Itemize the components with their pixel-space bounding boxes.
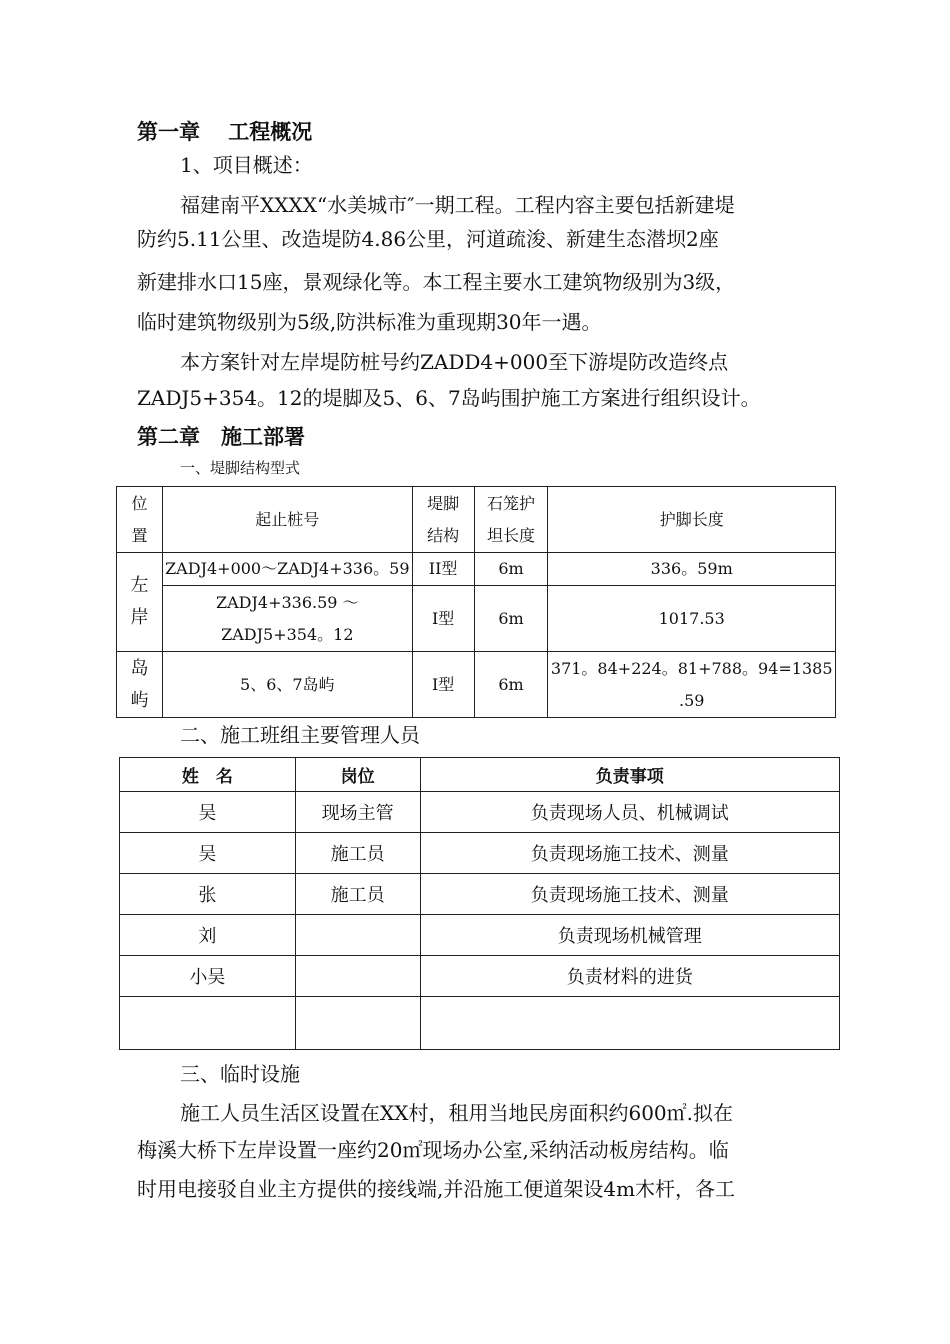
table-row <box>120 874 840 915</box>
header-responsibility: 负责事项 <box>420 758 839 792</box>
header-structure: 堤脚 结构 <box>412 487 474 553</box>
cell-name: 小吴 <box>120 956 296 997</box>
section1-heading: 一、堤脚结构型式 <box>180 459 301 477</box>
para3-line: 梅溪大桥下左岸设置一座约20㎡现场办公室,采纳活动板房结构。临 <box>137 1138 729 1162</box>
para3-line: 时用电接驳自业主方提供的接线端,并沿施工便道架设4m木杆，各工 <box>137 1177 736 1201</box>
para2-line: 本方案针对左岸堤防桩号约ZADD4+000至下游堤防改造终点 <box>180 350 729 374</box>
para1-line: 防约5.11公里、改造堤防4.86公里，河道疏浚、新建生态潜坝2座 <box>137 227 719 251</box>
para3-line: 施工人员生活区设置在XX村，租用当地民房面积约600㎡.拟在 <box>180 1101 734 1125</box>
chapter1-subhead: 1、项目概述： <box>180 153 313 177</box>
cell-name: 张 <box>120 874 296 915</box>
cell-type: II型 <box>412 553 474 586</box>
cell-length: 6m <box>474 652 548 718</box>
cell-foot: 336。59m <box>548 553 836 586</box>
header-name: 姓 名 <box>120 758 296 792</box>
para1-line: 新建排水口15座，景观绿化等。本工程主要水工建筑物级别为3级， <box>137 270 736 294</box>
table-row <box>120 956 840 997</box>
cell-range: ZADJ4+336.59 ～ ZADJ5+354。12 <box>162 586 412 652</box>
cell-responsibility: 负责材料的进货 <box>420 956 839 997</box>
cell-name: 吴 <box>120 792 296 833</box>
cell-length: 6m <box>474 586 548 652</box>
cell-name <box>120 997 296 1050</box>
header-position: 岗位 <box>295 758 420 792</box>
header-gabion-length: 石笼护 坦长度 <box>474 487 548 553</box>
cell-foot: 371。84+224。81+788。94=1385 .59 <box>548 652 836 718</box>
header-foot-length: 护脚长度 <box>548 487 836 553</box>
cell-position: 施工员 <box>295 833 420 874</box>
table-row <box>120 997 840 1050</box>
cell-position <box>295 956 420 997</box>
header-range: 起止桩号 <box>162 487 412 553</box>
management-staff-table <box>119 757 840 1050</box>
table-row <box>120 833 840 874</box>
cell-name: 吴 <box>120 833 296 874</box>
table-header-row <box>120 758 840 792</box>
cell-range: ZADJ4+000～ZADJ4+336。59 <box>162 553 412 586</box>
cell-responsibility: 负责现场人员、机械调试 <box>420 792 839 833</box>
table-row <box>117 586 836 652</box>
table-row <box>120 915 840 956</box>
cell-foot: 1017.53 <box>548 586 836 652</box>
cell-name: 刘 <box>120 915 296 956</box>
cell-type: Ⅰ型 <box>412 652 474 718</box>
cell-responsibility: 负责现场机械管理 <box>420 915 839 956</box>
para1-line: 临时建筑物级别为5级,防洪标准为重现期30年一遇。 <box>137 310 602 334</box>
section2-heading: 二、施工班组主要管理人员 <box>180 723 420 747</box>
cell-length: 6m <box>474 553 548 586</box>
table-row <box>117 553 836 586</box>
table-header-row <box>117 487 836 553</box>
cell-position <box>295 915 420 956</box>
cell-responsibility: 负责现场施工技术、测量 <box>420 833 839 874</box>
cell-position <box>295 997 420 1050</box>
section3-heading: 三、临时设施 <box>180 1062 300 1086</box>
chapter1-title: 第一章 工程概况 <box>137 120 313 144</box>
cell-location-left-bank: 左 岸 <box>117 553 163 652</box>
cell-range: 5、6、7岛屿 <box>162 652 412 718</box>
para2-line: ZADJ5+354。12的堤脚及5、6、7岛屿围护施工方案进行组织设计。 <box>137 386 761 410</box>
header-location: 位 置 <box>117 487 163 553</box>
cell-type: Ⅰ型 <box>412 586 474 652</box>
para1-line: 福建南平XXXX“水美城市″一期工程。工程内容主要包括新建堤 <box>180 193 735 217</box>
dike-foot-structure-table <box>116 486 836 718</box>
chapter2-title: 第二章 施工部署 <box>137 425 305 449</box>
table-row <box>117 652 836 718</box>
cell-location-islands: 岛 屿 <box>117 652 163 718</box>
cell-position: 施工员 <box>295 874 420 915</box>
cell-responsibility <box>420 997 839 1050</box>
cell-position: 现场主管 <box>295 792 420 833</box>
cell-responsibility: 负责现场施工技术、测量 <box>420 874 839 915</box>
table-row <box>120 792 840 833</box>
